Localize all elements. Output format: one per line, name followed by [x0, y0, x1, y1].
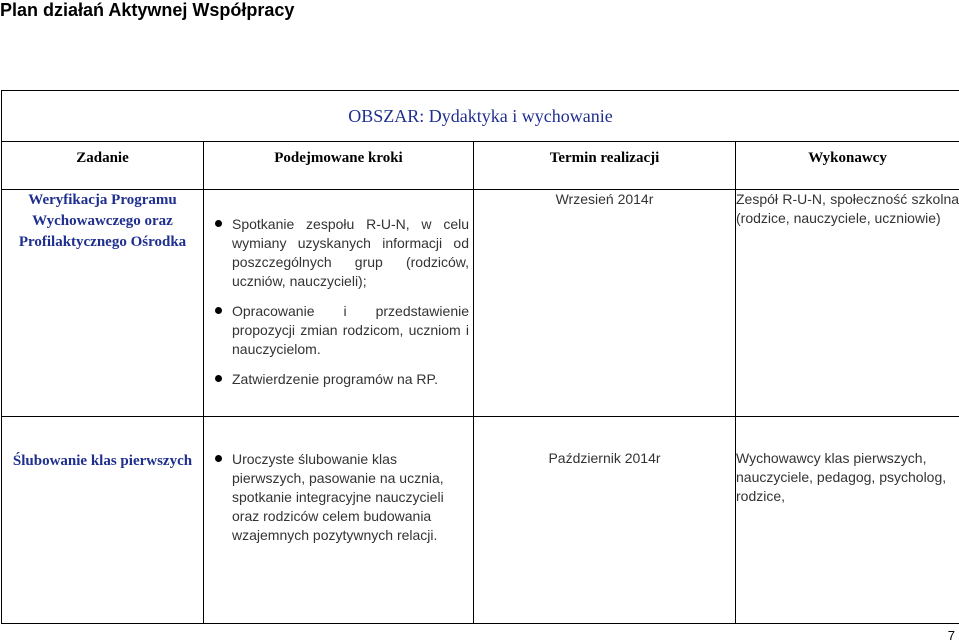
header-row [2, 142, 959, 190]
step-text: Uroczyste ślubowanie klas pierwszych, pasowanie na ucznia, spotkanie integracyjne nauczycieli oraz rodziców celem budowania wzajemnych pozytywnych relacji. [232, 451, 444, 543]
steps-list [204, 417, 473, 545]
executors-cell: Wychowawcy klas pierwszych, nauczyciele, pedagog, psycholog, rodzice, [736, 417, 959, 624]
step-item [212, 450, 469, 545]
executors-cell: Zespół R-U-N, społeczność szkolna (rodzice, nauczyciele, uczniowie) [736, 190, 959, 417]
area-row [2, 91, 959, 142]
column-header-steps: Podejmowane kroki [204, 142, 474, 190]
steps-cell [204, 417, 474, 624]
table-row [2, 417, 959, 624]
area-cell [2, 91, 959, 142]
area-title: OBSZAR: Dydaktyka i wychowanie [348, 105, 613, 126]
step-item [212, 370, 469, 389]
step-item [212, 215, 469, 291]
bullet-icon [215, 307, 222, 314]
bullet-icon [215, 455, 222, 462]
action-plan-table [1, 90, 959, 624]
term-cell: Wrzesień 2014r [474, 190, 736, 417]
term-cell: Październik 2014r [474, 417, 736, 624]
column-header-task: Zadanie [2, 142, 204, 190]
bullet-icon [215, 220, 222, 227]
column-header-term: Termin realizacji [474, 142, 736, 190]
steps-list [204, 190, 473, 389]
step-text: Zatwierdzenie programów na RP. [232, 371, 438, 387]
page-title: Plan działań Aktywnej Współpracy [0, 0, 295, 20]
page-number: 7 [947, 628, 955, 643]
step-item [212, 302, 469, 359]
steps-cell [204, 190, 474, 417]
step-text: Opracowanie i przedstawienie propozycji zmian rodzicom, uczniom i nauczycielom. [232, 303, 469, 357]
step-text: Spotkanie zespołu R-U-N, w celu wymiany uzyskanych informacji od poszczególnych grup (rodziców, uczniów, nauczycieli); [232, 216, 469, 289]
column-header-executors: Wykonawcy [736, 142, 959, 190]
bullet-icon [215, 375, 222, 382]
table-row [2, 190, 959, 417]
task-cell: Weryfikacja Programu Wychowawczego oraz Profilaktycznego Ośrodka [2, 190, 204, 417]
task-cell: Ślubowanie klas pierwszych [2, 417, 204, 624]
